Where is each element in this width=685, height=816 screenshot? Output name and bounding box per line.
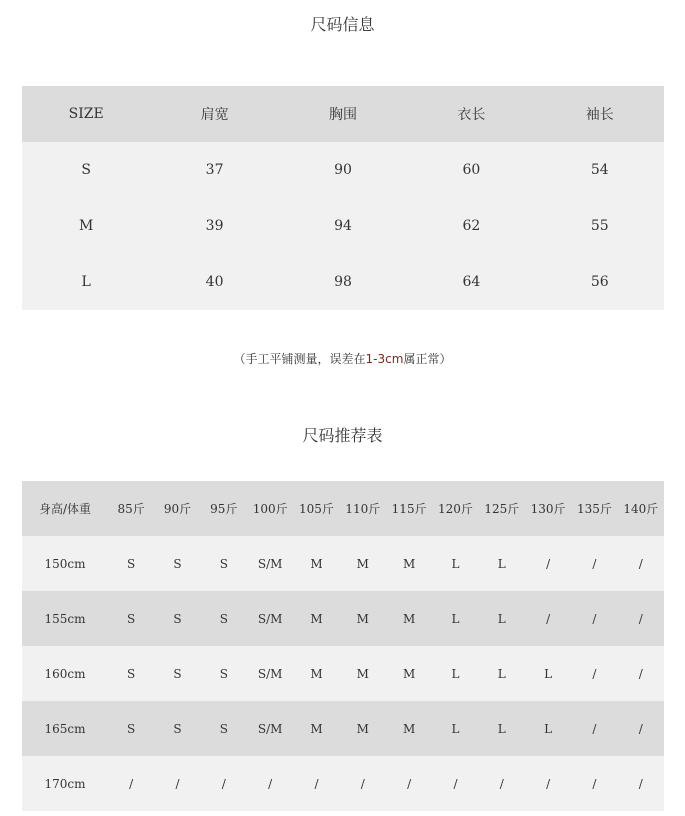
- header-weight: 85斤: [108, 481, 154, 536]
- size-row: [22, 254, 664, 310]
- size-info-table: [22, 86, 664, 310]
- shoulder-cell: 40: [150, 254, 278, 310]
- header-weight: 140斤: [618, 481, 664, 536]
- recommended-size-cell: M: [386, 591, 432, 646]
- recommended-size-cell: L: [479, 536, 525, 591]
- recommended-size-cell: S/M: [247, 536, 293, 591]
- header-length: 衣长: [407, 86, 535, 142]
- recommended-size-cell: L: [479, 646, 525, 701]
- recommend-row: [22, 536, 664, 591]
- recommended-size-cell: S: [201, 536, 247, 591]
- recommended-size-cell: M: [386, 701, 432, 756]
- recommended-size-cell: M: [340, 646, 386, 701]
- height-cell: 150cm: [22, 536, 108, 591]
- recommended-size-cell: S: [201, 701, 247, 756]
- header-weight: 100斤: [247, 481, 293, 536]
- recommended-size-cell: S: [154, 591, 200, 646]
- shoulder-cell: 39: [150, 198, 278, 254]
- recommended-size-cell: L: [479, 701, 525, 756]
- recommended-size-cell: /: [525, 756, 571, 811]
- recommended-size-cell: /: [571, 646, 617, 701]
- recommended-size-cell: M: [293, 536, 339, 591]
- recommended-size-cell: /: [618, 591, 664, 646]
- header-chest: 胸围: [279, 86, 407, 142]
- recommended-size-cell: M: [293, 591, 339, 646]
- size-cell: M: [22, 198, 150, 254]
- size-info-title: 尺码信息: [310, 15, 375, 34]
- recommended-size-cell: S: [108, 591, 154, 646]
- recommended-size-cell: L: [432, 536, 478, 591]
- recommended-size-cell: L: [479, 591, 525, 646]
- recommended-size-cell: L: [432, 701, 478, 756]
- recommend-row: [22, 756, 664, 811]
- recommended-size-cell: /: [618, 536, 664, 591]
- recommended-size-cell: M: [293, 701, 339, 756]
- size-info-header-row: [22, 86, 664, 142]
- height-cell: 155cm: [22, 591, 108, 646]
- sleeve-cell: 56: [536, 254, 664, 310]
- recommended-size-cell: S: [154, 536, 200, 591]
- header-shoulder: 肩宽: [150, 86, 278, 142]
- recommended-size-cell: /: [571, 701, 617, 756]
- recommended-size-cell: S: [154, 701, 200, 756]
- chest-cell: 90: [279, 142, 407, 198]
- recommended-size-cell: S/M: [247, 701, 293, 756]
- recommended-size-cell: L: [432, 646, 478, 701]
- recommended-size-cell: S: [108, 536, 154, 591]
- recommended-size-cell: L: [432, 591, 478, 646]
- recommended-size-cell: /: [571, 536, 617, 591]
- size-recommend-title: 尺码推荐表: [302, 426, 383, 445]
- header-weight: 90斤: [154, 481, 200, 536]
- sleeve-cell: 55: [536, 198, 664, 254]
- size-row: [22, 142, 664, 198]
- recommended-size-cell: /: [618, 701, 664, 756]
- size-cell: L: [22, 254, 150, 310]
- height-cell: 160cm: [22, 646, 108, 701]
- recommend-row: [22, 701, 664, 756]
- height-cell: 165cm: [22, 701, 108, 756]
- recommended-size-cell: /: [201, 756, 247, 811]
- shoulder-cell: 37: [150, 142, 278, 198]
- recommended-size-cell: /: [386, 756, 432, 811]
- sleeve-cell: 54: [536, 142, 664, 198]
- header-sleeve: 袖长: [536, 86, 664, 142]
- recommended-size-cell: M: [340, 591, 386, 646]
- recommended-size-cell: S: [154, 646, 200, 701]
- recommended-size-cell: L: [525, 646, 571, 701]
- recommend-header-row: [22, 481, 664, 536]
- recommended-size-cell: /: [340, 756, 386, 811]
- header-weight: 95斤: [201, 481, 247, 536]
- header-size: SIZE: [22, 86, 150, 142]
- header-weight: 135斤: [571, 481, 617, 536]
- length-cell: 62: [407, 198, 535, 254]
- recommended-size-cell: /: [618, 646, 664, 701]
- recommended-size-cell: /: [293, 756, 339, 811]
- note-suffix: 属正常）: [403, 352, 452, 366]
- recommended-size-cell: S: [108, 701, 154, 756]
- recommended-size-cell: /: [108, 756, 154, 811]
- measurement-note: [0, 350, 685, 367]
- length-cell: 60: [407, 142, 535, 198]
- recommended-size-cell: M: [386, 536, 432, 591]
- recommended-size-cell: /: [247, 756, 293, 811]
- recommend-row: [22, 646, 664, 701]
- recommended-size-cell: /: [479, 756, 525, 811]
- recommended-size-cell: /: [618, 756, 664, 811]
- size-row: [22, 198, 664, 254]
- recommended-size-cell: M: [340, 536, 386, 591]
- recommended-size-cell: M: [386, 646, 432, 701]
- header-weight: 110斤: [340, 481, 386, 536]
- note-tolerance: 1-3cm: [365, 352, 404, 366]
- header-weight: 105斤: [293, 481, 339, 536]
- recommended-size-cell: S: [201, 591, 247, 646]
- size-recommend-table: [22, 481, 664, 811]
- header-weight: 115斤: [386, 481, 432, 536]
- header-weight: 120斤: [432, 481, 478, 536]
- recommended-size-cell: S: [201, 646, 247, 701]
- header-height-weight: 身高/体重: [22, 481, 108, 536]
- recommended-size-cell: /: [525, 536, 571, 591]
- length-cell: 64: [407, 254, 535, 310]
- recommended-size-cell: /: [154, 756, 200, 811]
- chest-cell: 98: [279, 254, 407, 310]
- recommended-size-cell: /: [571, 591, 617, 646]
- header-weight: 125斤: [479, 481, 525, 536]
- header-weight: 130斤: [525, 481, 571, 536]
- recommended-size-cell: S: [108, 646, 154, 701]
- size-cell: S: [22, 142, 150, 198]
- recommended-size-cell: L: [525, 701, 571, 756]
- recommended-size-cell: S/M: [247, 646, 293, 701]
- recommend-row: [22, 591, 664, 646]
- chest-cell: 94: [279, 198, 407, 254]
- recommended-size-cell: S/M: [247, 591, 293, 646]
- note-prefix: （手工平铺测量，误差在: [233, 352, 366, 366]
- recommended-size-cell: /: [432, 756, 478, 811]
- recommended-size-cell: M: [293, 646, 339, 701]
- height-cell: 170cm: [22, 756, 108, 811]
- recommended-size-cell: /: [571, 756, 617, 811]
- recommended-size-cell: M: [340, 701, 386, 756]
- recommended-size-cell: /: [525, 591, 571, 646]
